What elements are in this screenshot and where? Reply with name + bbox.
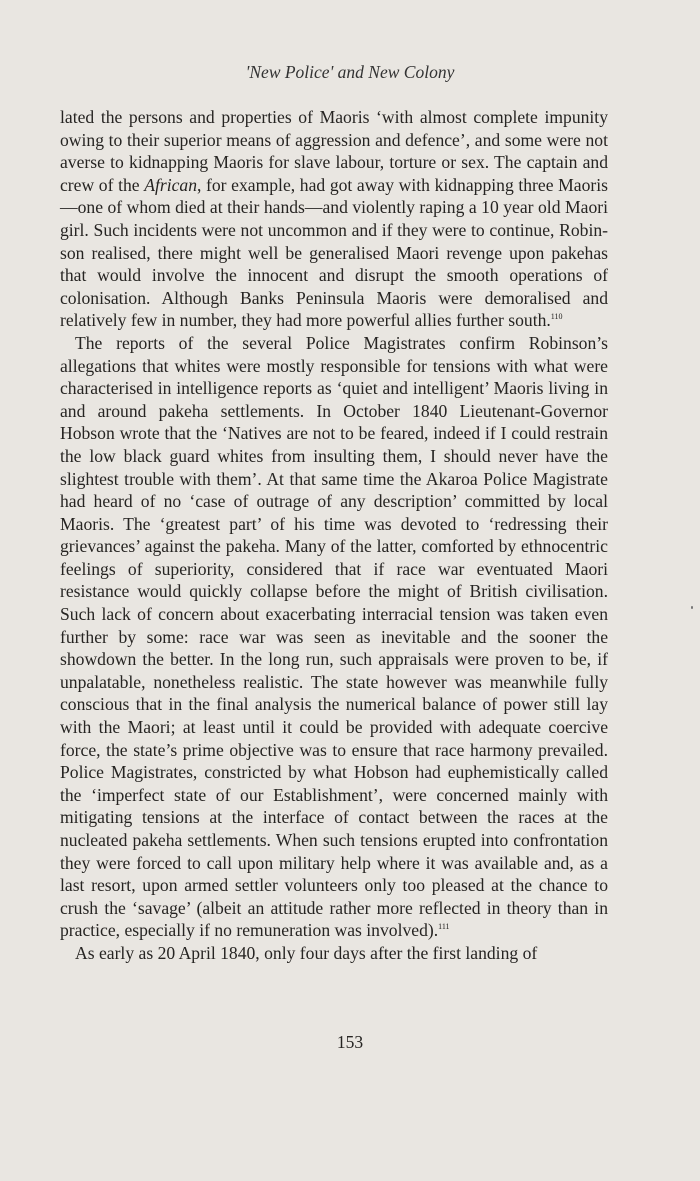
footnote-ref: 111 xyxy=(438,922,450,932)
text-run: The reports of the several Police Magistrates confirm Robinson’s allegations that whites were mostly responsible for tensions with what were characterised in intelligence reports as ‘quiet and intelligent’ Maoris living in and around pakeha settlements. In October 1840 Lieutenant-Governor Hobson wrote that the ‘Natives are not to be feared, indeed if I could restrain the low black guard whites from insulting them, I should never have the slightest trouble with them’. At that same time the Akaroa Police Magistrate had heard of no ‘case of outrage of any description’ committed by local Maoris. The ‘greatest part’ of his time was devoted to ‘redressing their grievances’ against the pakeha. Many of the latter, comforted by ethnocentric feelings of superiority, considered that if race war eventuated Maori resistance would quickly collapse before the might of British civilisation. Such lack of concern about exacerbating interracial tension was taken even further by some: race war was seen as inevitable and the sooner the showdown the better. In the long run, such appraisals were proven to be, if unpalatable, nonetheless realistic. The state however was meanwhile fully conscious that in the final analysis the numerical balance of power still lay with the Maori; at least until it could be provided with adequate coercive force, the state’s prime objective was to ensure that race harmony prevailed. Police Magistrates, constricted by what Hobson had euphemistically called the ‘imperfect state of our Establishment’, were concerned mainly with mitigating tensions at the interface of contact between the races at the nucleated pakeha settlements. When such tensions erupted into confrontation they were forced to call upon military help where it was available and, as a last resort, upon armed settler volunteers only too pleased at the chance to crush the ‘savage’ (albeit an attitude rather more reflected in theory than in practice, especially if no remuneration was involved). xyxy=(60,332,608,941)
italic-text: African xyxy=(144,174,197,195)
body-text xyxy=(60,106,608,965)
footnote-ref: 110 xyxy=(550,312,563,322)
paragraph xyxy=(60,942,608,965)
paragraph xyxy=(60,106,608,332)
text-run: As early as 20 April 1840, only four days after the first landing of xyxy=(75,942,538,963)
page-number: 153 xyxy=(336,1032,364,1052)
running-head: 'New Police' and New Colony xyxy=(245,62,455,82)
text-run: lated the persons and properties of Maoris ‘with almost complete impunity owing to their superior means of aggression and defence’, and some were not averse to kidnapping Maoris for slave labour, torture or sex. The captain and crew of the xyxy=(60,107,608,195)
paragraph xyxy=(60,332,608,942)
paper-speck xyxy=(691,606,693,609)
text-run: , for example, had got away with kidnapping three Maoris—one of whom died at their hands—and violently raping a 10 year old Maori girl. Such incidents were not uncommon and if they were to continue, Robinson realised, there might well be generalised Maori revenge upon pakehas that would involve the innocent and disrupt the smooth operations of colonisation. Although Banks Peninsula Maoris were demoralised and relatively few in number, they had more powerful allies further south. xyxy=(60,174,608,331)
